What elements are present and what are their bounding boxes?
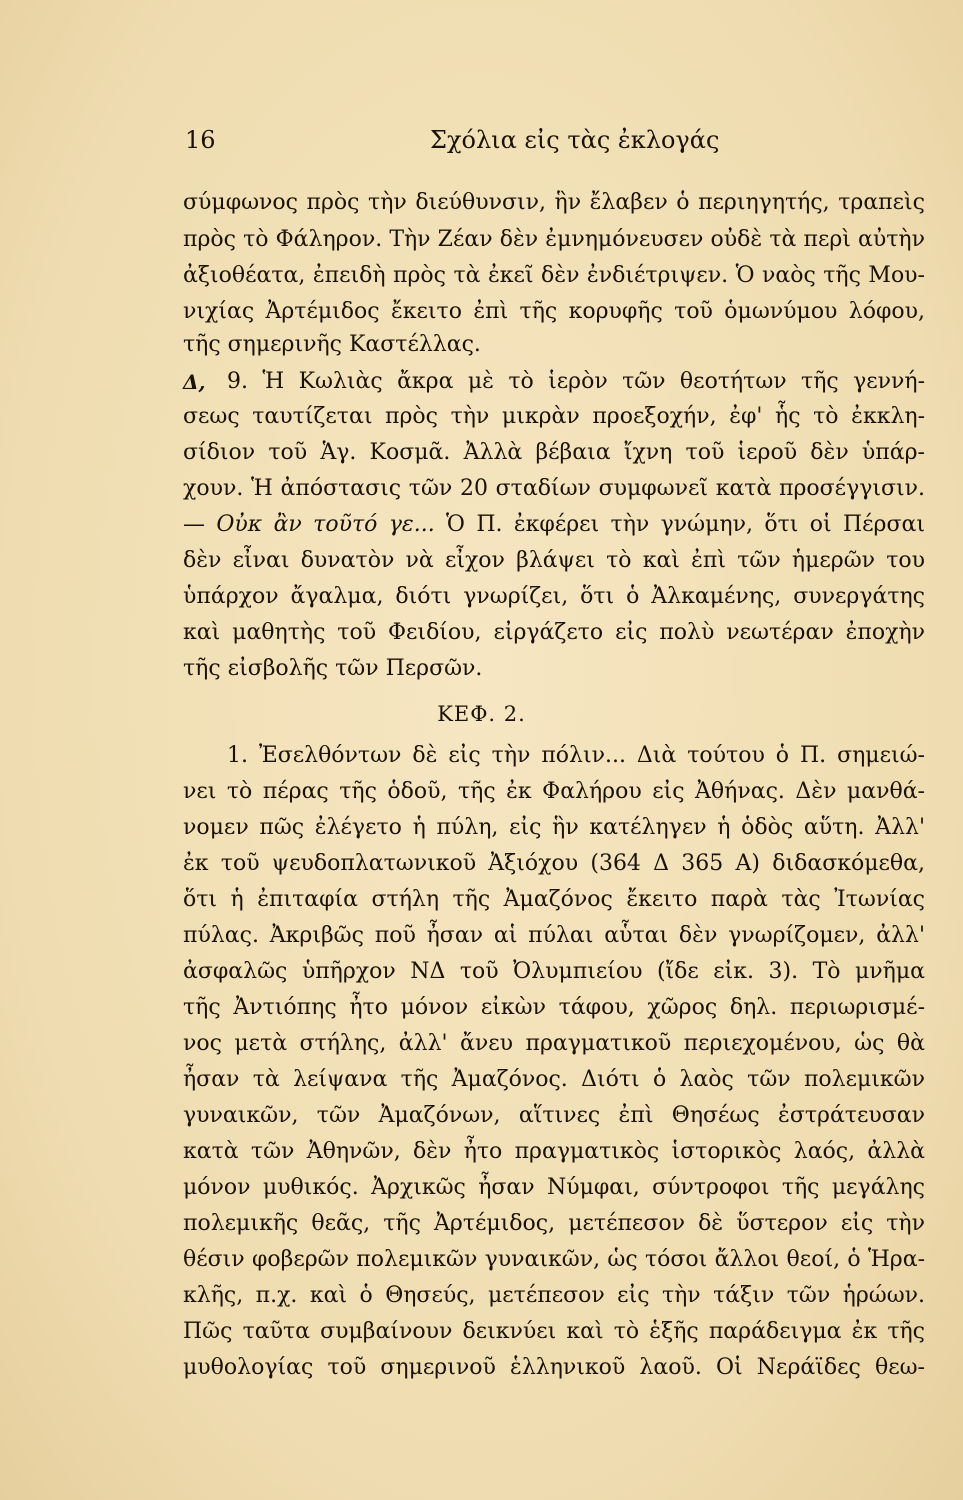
text-line: νομεν πῶς ἐλέγετο ἡ πύλη, εἰς ἣν κατέληγεν ἡ ὁδὸς αὕτη. Ἀλλ' (183, 815, 925, 840)
text-line: κατὰ τῶν Ἀθηνῶν, δὲν ἦτο πραγματικὸς ἱστορικὸς λαός, ἀλλὰ (183, 1139, 925, 1164)
text-line: μόνον μυθικός. Ἀρχικῶς ἦσαν Νύμφαι, σύντροφοι τῆς μεγάλης (183, 1175, 925, 1200)
text-line: δὲν εἶναι δυνατὸν νὰ εἶχον βλάψει τὸ καὶ ἐπὶ τῶν ἡμερῶν του (183, 548, 925, 573)
text-line: — Οὐκ ἂν τοῦτό γε... Ὁ Π. ἐκφέρει τὴν γνώμην, ὅτι οἱ Πέρσαι (183, 512, 925, 537)
text-line: μυθολογίας τοῦ σημερινοῦ ἑλληνικοῦ λαοῦ. Οἱ Νεράϊδες θεω- (183, 1355, 925, 1380)
paragraph-start-line (183, 367, 925, 397)
text-line: πύλας. Ἀκριβῶς ποῦ ἦσαν αἱ πύλαι αὗται δὲν γνωρίζομεν, ἀλλ' (183, 923, 925, 948)
text-line: γυναικῶν, τῶν Ἀμαζόνων, αἵτινες ἐπὶ Θησέως ἐστράτευσαν (183, 1103, 925, 1128)
page-number: 16 (185, 126, 216, 154)
text-line: ὅτι ἡ ἐπιταφία στήλη τῆς Ἀμαζόνος ἔκειτο παρὰ τὰς Ἰτωνίας (183, 887, 925, 912)
text-line: σίδιον τοῦ Ἁγ. Κοσμᾶ. Ἀλλὰ βέβαια ἴχνη τοῦ ἱεροῦ δὲν ὑπάρ- (183, 440, 925, 465)
text-line: 1. Ἐσελθόντων δὲ εἰς τὴν πόλιν... Διὰ τούτου ὁ Π. σημειώ- (227, 743, 925, 768)
text-line: σεως ταυτίζεται πρὸς τὴν μικρὰν προεξοχήν, ἐφ' ἧς τὸ ἐκκλη- (183, 404, 925, 429)
text-line: νιχίας Ἀρτέμιδος ἔκειτο ἐπὶ τῆς κορυφῆς τοῦ ὁμωνύμου λόφου, (183, 299, 925, 324)
text-line: πρὸς τὸ Φάληρον. Τὴν Ζέαν δὲν ἐμνημόνευσεν οὐδὲ τὰ περὶ αὐτὴν (183, 227, 925, 252)
marginal-note: Δ, (183, 370, 206, 394)
text-line: πολεμικῆς θεᾶς, τῆς Ἀρτέμιδος, μετέπεσον δὲ ὕστερον εἰς τὴν (183, 1211, 925, 1236)
chapter-heading: ΚΕΦ. 2. (437, 702, 526, 726)
text-line: τῆς Ἀντιόπης ἦτο μόνον εἰκὼν τάφου, χῶρος δηλ. περιωρισμέ- (183, 995, 925, 1020)
text-line: Πῶς ταῦτα συμβαίνουν δεικνύει καὶ τὸ ἑξῆς παράδειγμα ἐκ τῆς (183, 1319, 925, 1344)
text-line: ἐκ τοῦ ψευδοπλατωνικοῦ Ἀξιόχου (364 Δ 365 Α) διδασκόμεθα, (183, 851, 925, 876)
text-line: ἦσαν τὰ λείψανα τῆς Ἀμαζόνος. Διότι ὁ λαὸς τῶν πολεμικῶν (183, 1067, 925, 1092)
text-line: ἀξιοθέατα, ἐπειδὴ πρὸς τὰ ἐκεῖ δὲν ἐνδιέτριψεν. Ὁ ναὸς τῆς Μου- (183, 263, 925, 288)
italic-lemma: Οὐκ ἂν τοῦτό γε... (216, 512, 435, 537)
text-line: νει τὸ πέρας τῆς ὁδοῦ, τῆς ἐκ Φαλήρου εἰς Ἀθήνας. Δὲν μανθά- (183, 779, 925, 804)
page-header (185, 126, 925, 162)
text-line: σύμφωνος πρὸς τὴν διεύθυνσιν, ἣν ἔλαβεν ὁ περιηγητής, τραπεὶς (183, 190, 925, 215)
text-line: τῆς εἰσβολῆς τῶν Περσῶν. (183, 656, 483, 681)
text-line: χουν. Ἡ ἀπόστασις τῶν 20 σταδίων συμφωνεῖ κατὰ προσέγγισιν. (183, 476, 925, 501)
text-line: κλῆς, π.χ. καὶ ὁ Θησεύς, μετέπεσον εἰς τὴν τάξιν τῶν ἡρώων. (183, 1283, 925, 1308)
text-line: καὶ μαθητὴς τοῦ Φειδίου, εἰργάζετο εἰς πολὺ νεωτέραν ἐποχὴν (183, 620, 925, 645)
text-line: νος μετὰ στήλης, ἀλλ' ἄνευ πραγματικοῦ περιεχομένου, ὡς θὰ (183, 1031, 925, 1056)
text-line: ὑπάρχον ἄγαλμα, διότι γνωρίζει, ὅτι ὁ Ἀλκαμένης, συνεργάτης (183, 584, 925, 609)
text-line-content: 9. Ἡ Κωλιὰς ἄκρα μὲ τὸ ἱερὸν τῶν θεοτήτων τῆς γεννή- (227, 369, 925, 394)
text-line: ἀσφαλῶς ὑπῆρχον ΝΔ τοῦ Ὀλυμπιείου (ἴδε εἰκ. 3). Τὸ μνῆμα (183, 959, 925, 984)
running-title: Σχόλια εἰς τὰς ἐκλογάς (430, 126, 720, 154)
text-line: τῆς σημερινῆς Καστέλλας. (183, 332, 481, 357)
text-line: θέσιν φοβερῶν πολεμικῶν γυναικῶν, ὡς τόσοι ἄλλοι θεοί, ὁ Ἡρα- (183, 1247, 925, 1272)
